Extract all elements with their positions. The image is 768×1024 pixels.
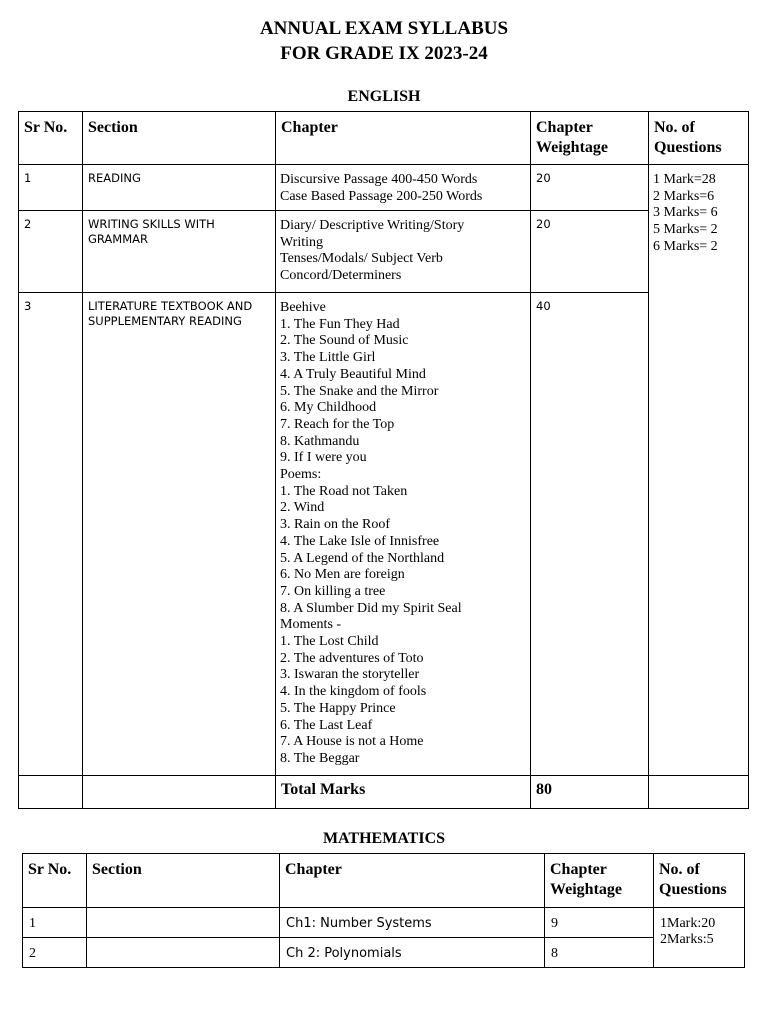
table-row <box>23 938 745 968</box>
chapter-cell <box>276 293 531 776</box>
questions-line: 1 Mark=28 <box>653 172 716 187</box>
questions-line: 2 Marks=6 <box>653 188 715 204</box>
header-weightage: Chapter Weightage <box>531 112 649 165</box>
chapter-cell: Ch1: Number Systems <box>280 908 545 938</box>
header-sr-no: Sr No. <box>19 112 83 165</box>
header-weightage: Chapter Weightage <box>545 854 654 908</box>
chapter-cell <box>276 211 531 293</box>
weightage-cell: 8 <box>545 938 654 968</box>
chapter-line: Tenses/Modals/ Subject Verb <box>280 251 443 267</box>
header-sr-no: Sr No. <box>23 854 87 908</box>
chapter-line: 4. The Lake Isle of Innisfree <box>280 533 440 549</box>
sr-no-cell: 3 <box>19 293 83 776</box>
header-chapter: Chapter <box>276 112 531 165</box>
section-cell: READING <box>83 165 276 211</box>
questions-line: 2Marks:5 <box>660 932 714 947</box>
questions-cell <box>654 908 745 968</box>
questions-line: 1Mark:20 <box>660 916 716 931</box>
chapter-line: 4. In the kingdom of fools <box>280 684 427 700</box>
total-row <box>19 776 749 809</box>
chapter-line: 5. The Happy Prince <box>280 700 396 716</box>
chapter-line: 6. The Last Leaf <box>280 717 373 733</box>
table-row <box>19 293 749 776</box>
mathematics-heading: MATHEMATICS <box>322 830 446 847</box>
chapter-line: Case Based Passage 200-250 Words <box>280 188 483 204</box>
chapter-line: 7. Reach for the Top <box>280 416 395 432</box>
chapter-line: 8. Kathmandu <box>280 433 360 449</box>
section-cell <box>87 938 280 968</box>
questions-line: 3 Marks= 6 <box>653 205 718 221</box>
math-header-row <box>23 854 745 908</box>
section-cell: WRITING SKILLS WITH GRAMMAR <box>83 211 276 293</box>
english-heading: ENGLISH <box>347 88 421 105</box>
table-row <box>19 165 749 211</box>
section-cell <box>87 908 280 938</box>
total-empty-cell <box>83 776 276 809</box>
table-row <box>19 211 749 293</box>
chapter-line: 8. The Beggar <box>280 750 360 766</box>
table-row <box>23 908 745 938</box>
sr-no-cell: 2 <box>23 938 87 968</box>
chapter-line: 3. Rain on the Roof <box>280 517 391 533</box>
questions-cell <box>649 165 749 776</box>
weightage-cell: 20 <box>531 211 649 293</box>
chapter-line: Concord/Determiners <box>280 268 402 284</box>
chapter-line: 7. A House is not a Home <box>280 734 424 750</box>
weightage-cell: 9 <box>545 908 654 938</box>
chapter-line: Moments - <box>280 617 342 633</box>
sr-no-cell: 1 <box>19 165 83 211</box>
chapter-line: 1. The Road not Taken <box>280 483 408 499</box>
chapter-line: 7. On killing a tree <box>280 583 386 599</box>
chapter-line: 4. A Truly Beautiful Mind <box>280 366 426 382</box>
chapter-line: 6. My Childhood <box>280 400 377 416</box>
chapter-line: 3. Iswaran the storyteller <box>280 667 420 683</box>
chapter-line: 6. No Men are foreign <box>280 567 405 583</box>
questions-line: 5 Marks= 2 <box>653 222 718 238</box>
chapter-line: 1. The Fun They Had <box>280 316 400 332</box>
chapter-line: 5. A Legend of the Northland <box>280 550 445 566</box>
chapter-line: Beehive <box>280 300 326 315</box>
english-table <box>18 111 749 809</box>
chapter-line: 5. The Snake and the Mirror <box>280 383 439 399</box>
chapter-line: 2. The Sound of Music <box>280 333 409 349</box>
document-title-line1: ANNUAL EXAM SYLLABUS <box>259 18 509 39</box>
header-section: Section <box>83 112 276 165</box>
chapter-cell <box>276 165 531 211</box>
chapter-line: 1. The Lost Child <box>280 634 379 650</box>
chapter-cell: Ch 2: Polynomials <box>280 938 545 968</box>
chapter-line: 2. The adventures of Toto <box>280 650 424 666</box>
weightage-cell: 20 <box>531 165 649 211</box>
section-cell: LITERATURE TEXTBOOK AND SUPPLEMENTARY READING <box>83 293 276 776</box>
questions-line: 6 Marks= 2 <box>653 238 718 254</box>
sr-no-cell: 1 <box>23 908 87 938</box>
chapter-line: Writing <box>280 234 323 250</box>
header-questions: No. of Questions <box>654 854 745 908</box>
chapter-line: Discursive Passage 400-450 Words <box>280 172 478 187</box>
total-label: Total Marks <box>276 776 531 809</box>
sr-no-cell: 2 <box>19 211 83 293</box>
header-section: Section <box>87 854 280 908</box>
total-empty-cell <box>649 776 749 809</box>
mathematics-table <box>22 853 745 968</box>
chapter-line: Poems: <box>280 467 322 483</box>
total-empty-cell <box>19 776 83 809</box>
chapter-line: 3. The Little Girl <box>280 350 376 366</box>
chapter-line: 2. Wind <box>280 500 325 516</box>
header-chapter: Chapter <box>280 854 545 908</box>
chapter-line: 8. A Slumber Did my Spirit Seal <box>280 600 462 616</box>
header-questions: No. of Questions <box>649 112 749 165</box>
english-header-row <box>19 112 749 165</box>
total-value: 80 <box>531 776 649 809</box>
chapter-line: 9. If I were you <box>280 450 367 466</box>
chapter-line: Diary/ Descriptive Writing/Story <box>280 218 465 233</box>
document-title-line2: FOR GRADE IX 2023-24 <box>280 43 488 64</box>
weightage-cell: 40 <box>531 293 649 776</box>
